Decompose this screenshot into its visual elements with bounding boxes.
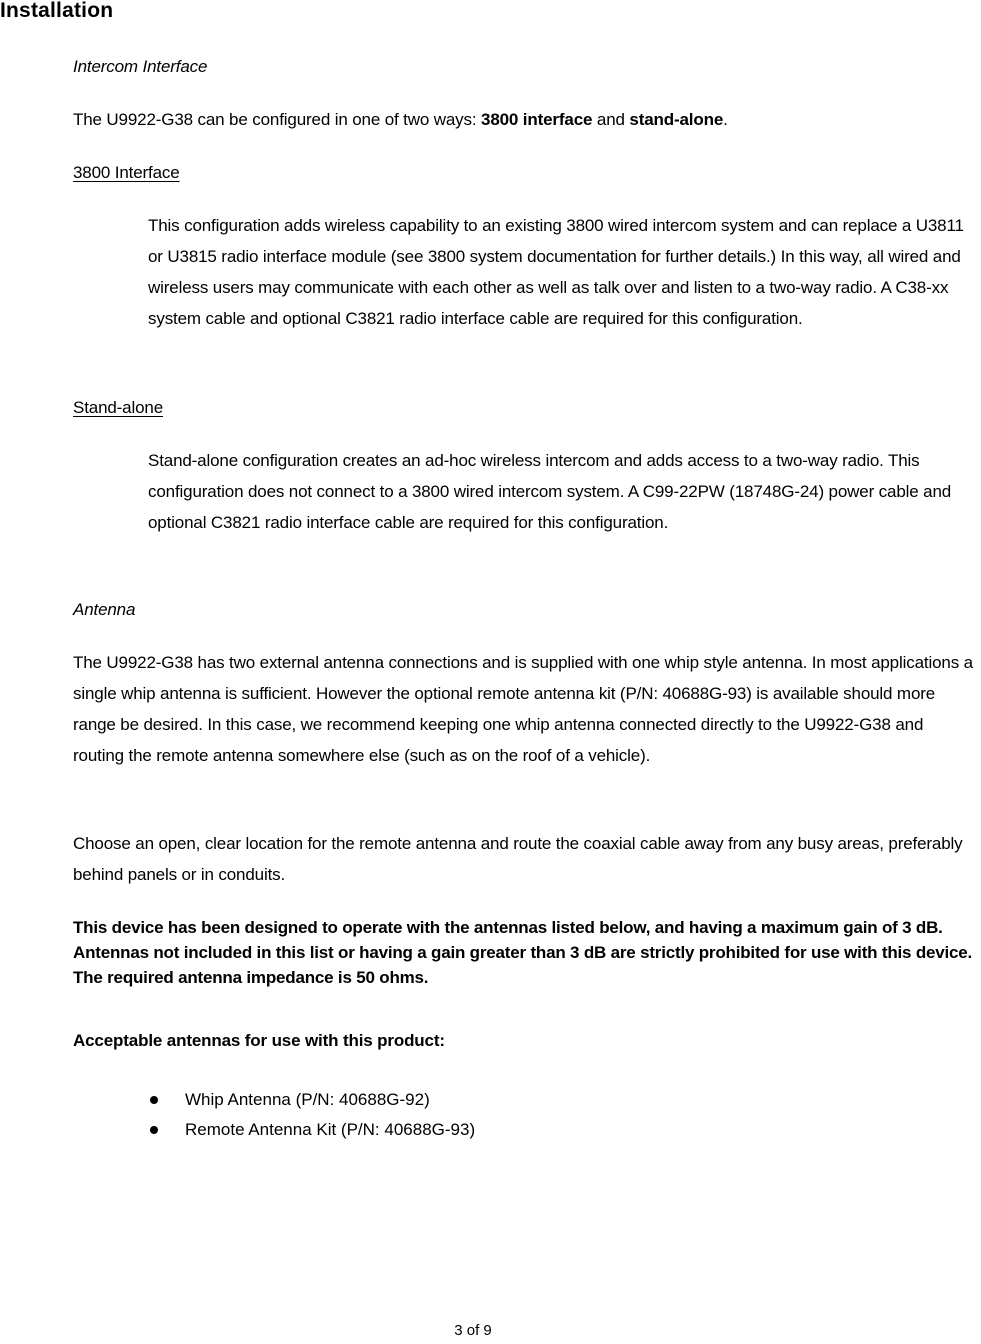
antenna-warning: This device has been designed to operate with the antennas listed below, and having a maximum gain of 3 dB. Antennas not included in this list or having a gain greater than 3 dB are strictly prohibited for use with this device. The required antenna impedance is 50 ohms. <box>73 918 973 987</box>
antenna-list <box>148 1085 475 1145</box>
intro-option-standalone: stand-alone <box>629 110 724 129</box>
list-item-text: Remote Antenna Kit (P/N: 40688G-93) <box>185 1120 476 1139</box>
antenna-heading: Antenna <box>73 600 136 619</box>
intro-option-3800: 3800 interface <box>481 110 593 129</box>
list-item <box>148 1115 475 1145</box>
intro-and: and <box>592 110 630 129</box>
page-number: 3 of 9 <box>454 1322 492 1339</box>
list-item <box>148 1085 475 1115</box>
standalone-paragraph: Stand-alone configuration creates an ad-hoc wireless intercom and adds access to a two-way radio. This configuration does not connect to a 3800 wired intercom system. A C99-22PW (18748G-24) power cable and optional C3821 radio interface cable are required for this configuration. <box>148 451 952 532</box>
acceptable-antennas-heading: Acceptable antennas for use with this product: <box>73 1031 445 1050</box>
intro-prefix: The U9922-G38 can be configured in one of two ways: <box>73 110 482 129</box>
antenna-paragraph-1: The U9922-G38 has two external antenna connections and is supplied with one whip style antenna. In most applications a single whip antenna is sufficient. However the optional remote antenna kit (P/N: 40688G-93) is available should more range be desired. In this case, we recommend keeping one whip antenna connected directly to the U9922-G38 and routing the remote antenna somewhere else (such as on the roof of a vehicle). <box>73 653 973 765</box>
antenna-paragraph-2: Choose an open, clear location for the remote antenna and route the coaxial cable away from any busy areas, preferably behind panels or in conduits. <box>73 834 963 884</box>
list-item-text: Whip Antenna (P/N: 40688G-92) <box>185 1090 430 1109</box>
bullet-icon <box>150 1096 158 1104</box>
intercom-intro-paragraph <box>73 104 973 135</box>
interface-3800-heading: 3800 Interface <box>73 163 180 182</box>
intercom-interface-heading: Intercom Interface <box>73 57 208 76</box>
interface-3800-paragraph: This configuration adds wireless capability to an existing 3800 wired intercom system and can replace a U3811 or U3815 radio interface module (see 3800 system documentation for further details.) In this way, all wired and wireless users may communicate with each other as well as talk over and listen to a two-way radio. A C38-xx system cable and optional C3821 radio interface cable are required for this configuration. <box>148 216 964 328</box>
bullet-icon <box>150 1126 158 1134</box>
section-title: Installation <box>0 0 114 22</box>
intro-end: . <box>723 110 728 129</box>
standalone-heading: Stand-alone <box>73 398 164 417</box>
